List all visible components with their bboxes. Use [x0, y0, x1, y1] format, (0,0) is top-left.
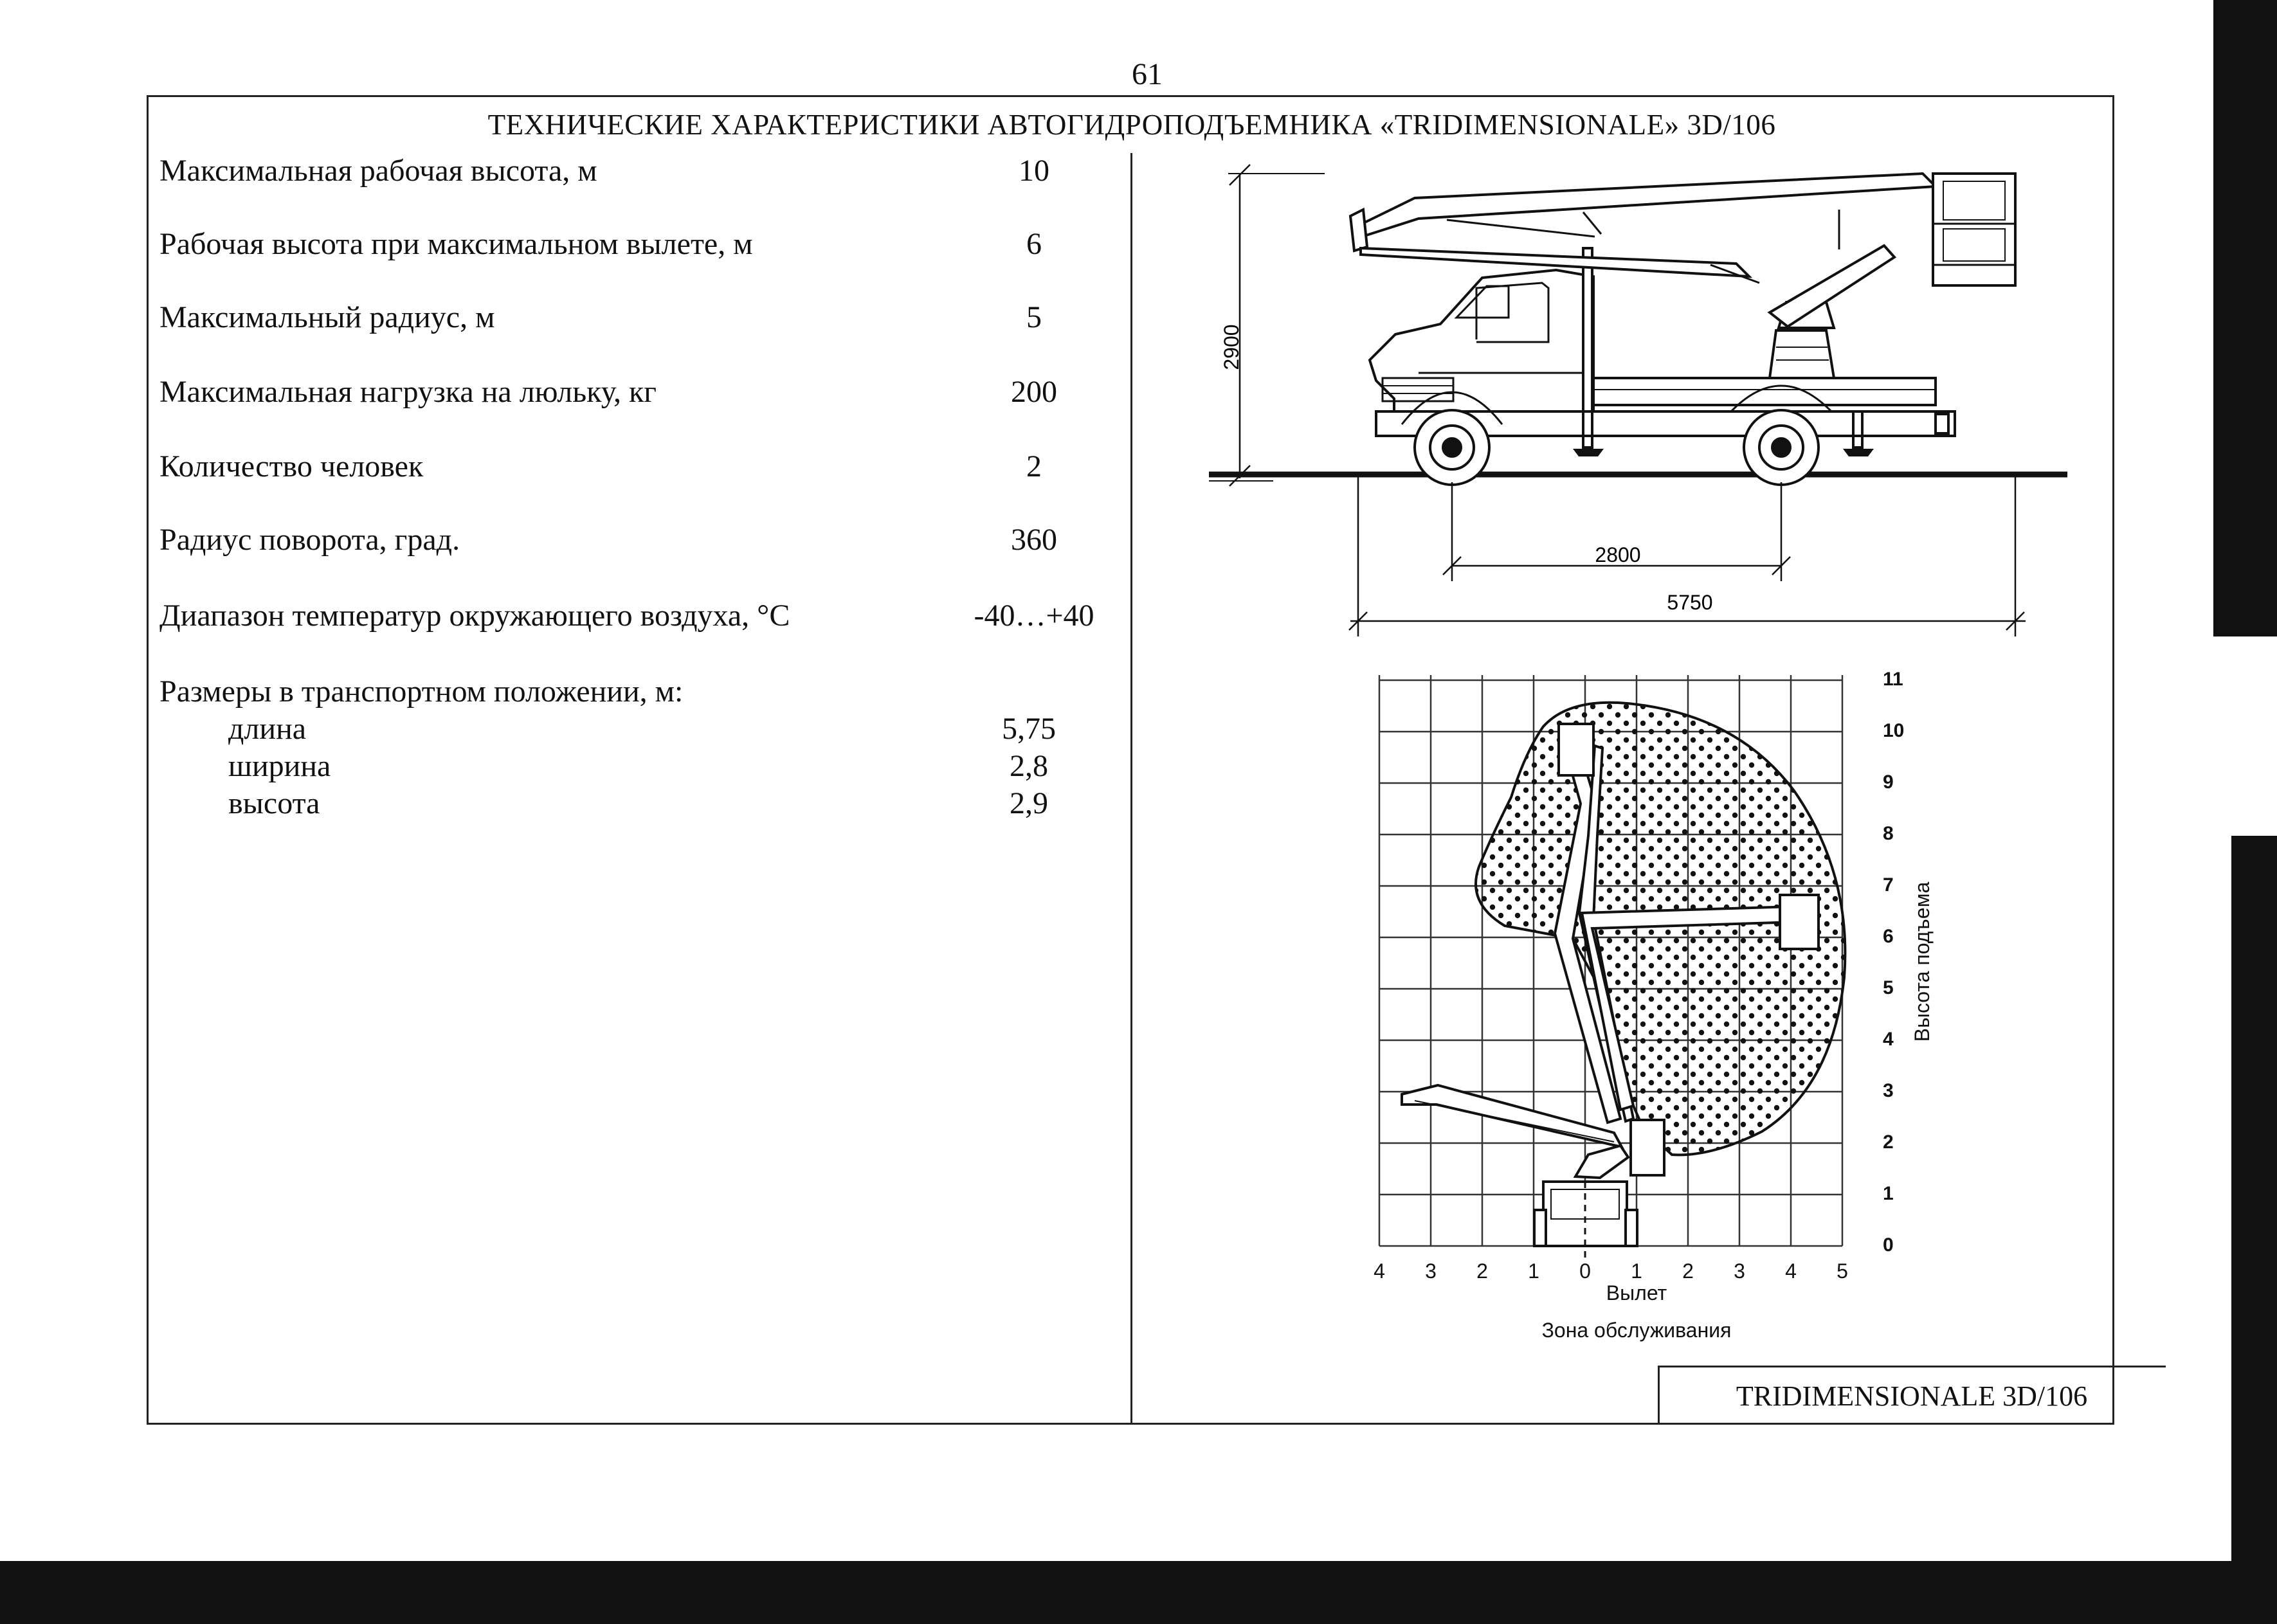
spec-label: Максимальная рабочая высота, м: [159, 154, 597, 188]
spec-value: 10: [1019, 154, 1049, 188]
transport-label: длина: [228, 712, 307, 746]
footer-model-label: TRIDIMENSIONALE 3D/106: [1736, 1380, 2088, 1412]
transport-label: ширина: [228, 749, 331, 783]
y-tick: 0: [1883, 1234, 1894, 1256]
y-tick: 10: [1883, 720, 1905, 741]
spec-value: 6: [1026, 227, 1042, 261]
y-tick: 3: [1883, 1080, 1894, 1101]
spec-value: 200: [1011, 375, 1057, 409]
spec-value: -40…+40: [974, 599, 1094, 633]
x-tick: 1: [1528, 1259, 1539, 1283]
x-tick: 1: [1631, 1259, 1642, 1283]
spec-value: 5: [1026, 300, 1042, 334]
x-tick: 0: [1579, 1259, 1591, 1283]
y-tick: 4: [1883, 1029, 1894, 1050]
length-dimension-label: 5750: [1667, 591, 1713, 614]
chart-caption: Зона обслуживания: [1541, 1319, 1732, 1342]
transport-value: 2,8: [1010, 749, 1048, 783]
y-tick: 11: [1883, 669, 1903, 690]
y-tick: 7: [1883, 874, 1894, 896]
spec-label: Диапазон температур окружающего воздуха, °С: [159, 599, 790, 633]
spec-value: 2: [1026, 449, 1042, 483]
x-tick: 5: [1837, 1259, 1848, 1283]
transport-heading: Размеры в транспортном положении, м:: [159, 674, 684, 708]
transport-value: 2,9: [1010, 786, 1048, 820]
x-tick: 3: [1425, 1259, 1437, 1283]
y-tick: 8: [1883, 823, 1894, 844]
spec-label: Максимальная нагрузка на люльку, кг: [159, 375, 657, 409]
y-tick: 9: [1883, 771, 1894, 793]
document-title: ТЕХНИЧЕСКИЕ ХАРАКТЕРИСТИКИ АВТОГИДРОПОДЪЕМНИКА «TRIDIMENSIONALE» 3D/106: [487, 109, 1776, 141]
transport-value: 5,75: [1002, 712, 1056, 746]
x-tick: 4: [1785, 1259, 1797, 1283]
y-axis-label: Высота подъема: [1910, 881, 1934, 1042]
x-axis-label: Вылет: [1606, 1281, 1667, 1304]
spec-label: Максимальный радиус, м: [159, 300, 495, 334]
spec-label: Рабочая высота при максимальном вылете, м: [159, 227, 753, 261]
y-tick: 2: [1883, 1132, 1894, 1153]
wheelbase-dimension-label: 2800: [1595, 543, 1641, 566]
spec-label: Радиус поворота, град.: [159, 523, 460, 557]
x-tick: 2: [1682, 1259, 1694, 1283]
y-tick: 1: [1883, 1183, 1894, 1204]
x-tick: 3: [1734, 1259, 1745, 1283]
y-tick: 6: [1883, 926, 1894, 947]
transport-label: высота: [228, 786, 320, 820]
spec-label: Количество человек: [159, 449, 424, 483]
spec-value: 360: [1011, 523, 1057, 557]
x-tick: 4: [1374, 1259, 1385, 1283]
height-dimension-label: 2900: [1220, 324, 1243, 370]
x-tick: 2: [1476, 1259, 1488, 1283]
y-tick: 5: [1883, 977, 1894, 998]
page-number: 61: [1132, 57, 1163, 91]
